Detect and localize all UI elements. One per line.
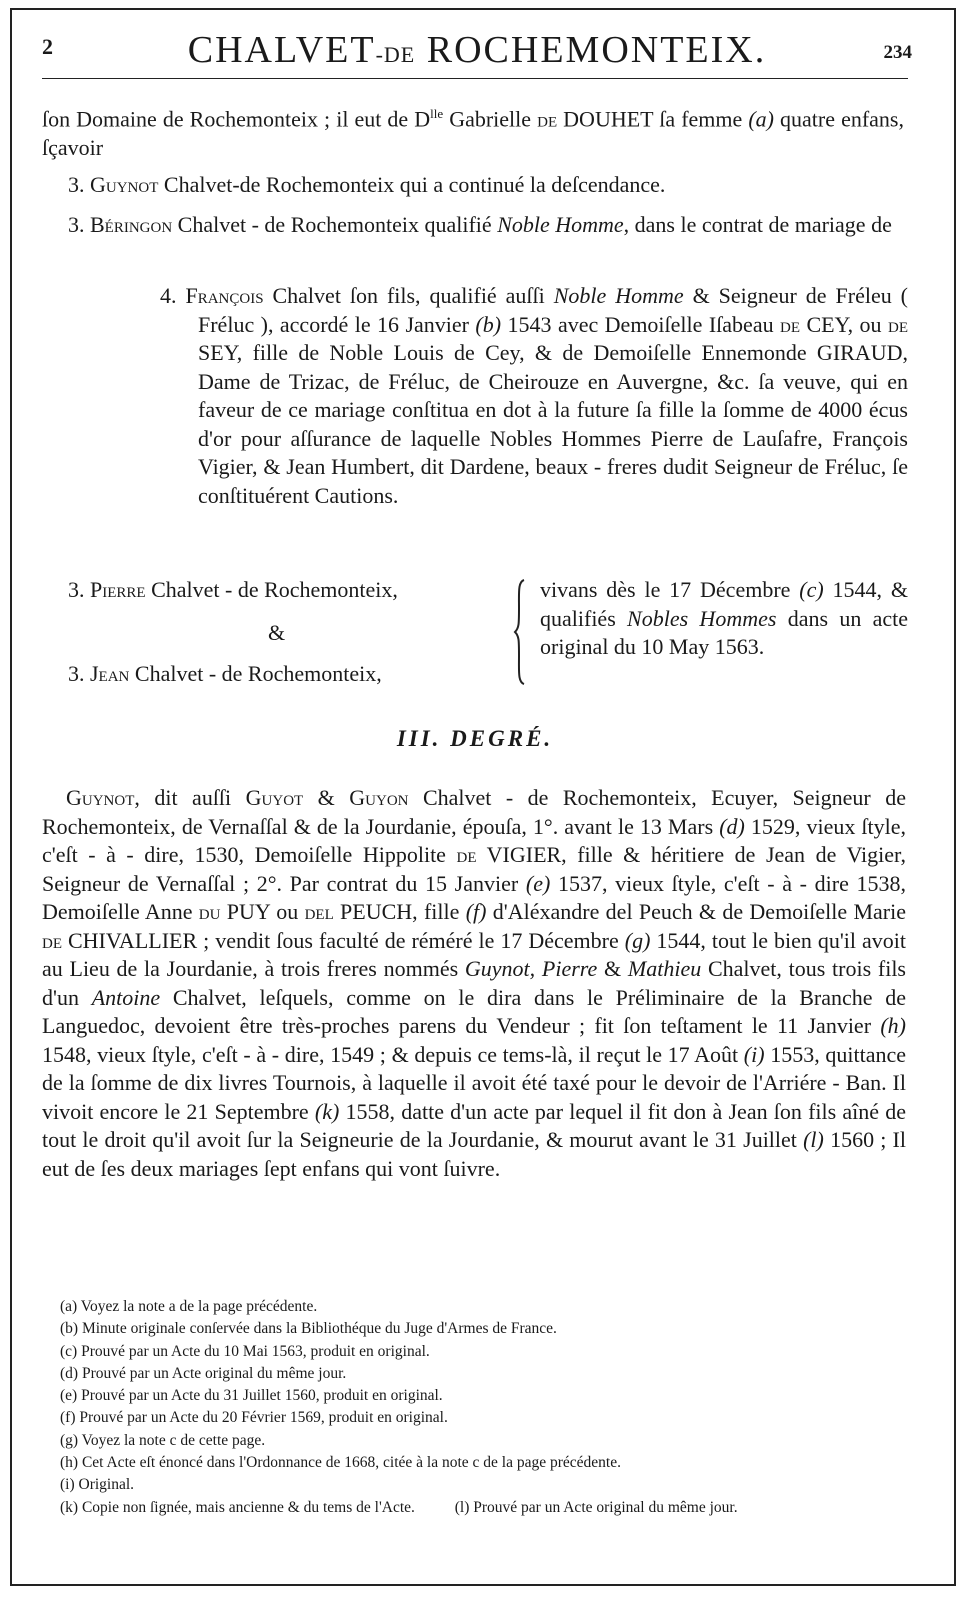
footnote-k: (k) Copie non ſignée, mais ancienne & du tems de l'Acte. bbox=[60, 1498, 415, 1516]
entry-pierre-jean-detail: vivans dès le 17 Décembre (c) 1544, & qualifiés Nobles Hommes dans un acte original du 10 May 1563. bbox=[540, 577, 909, 659]
footnote-c: (c) Prouvé par un Acte du 10 Mai 1563, produit en original. bbox=[60, 1342, 430, 1360]
page-title: CHALVET-DE ROCHEMONTEIX. bbox=[187, 29, 767, 71]
entry-guynot: 3. Guynot Chalvet-de Rochemonteix qui a continué la deſcendance. bbox=[68, 172, 666, 197]
footnote-b: (b) Minute originale conſervée dans la Bibliothéque du Juge d'Armes de France. bbox=[60, 1320, 557, 1338]
footnote-h: (h) Cet Acte eſt énoncé dans l'Ordonnance de 1668, citée à la note c de la page précédente. bbox=[60, 1454, 621, 1472]
footnote-f: (f) Prouvé par un Acte du 20 Février 1569, produit en original. bbox=[60, 1409, 448, 1427]
footnote-g: (g) Voyez la note c de cette page. bbox=[60, 1431, 266, 1449]
section-heading: III. DEGRÉ. bbox=[396, 726, 554, 751]
footnote-k-l bbox=[60, 1497, 920, 1519]
footnotes bbox=[60, 1296, 920, 1519]
page-number-right: 234 bbox=[883, 42, 912, 63]
footnote-d: (d) Prouvé par un Acte original du même jour. bbox=[60, 1364, 347, 1382]
entry-francois: 4. François Chalvet ſon fils, qualifié auſſi Noble Homme & Seigneur de Fréleu ( Fréluc ), accordé le 16 Janvier (b) 1543 avec Demoiſelle Iſabeau de CEY, ou de SEY, fille de Noble Louis de Cey, & de Demoiſelle Ennemonde GIRAUD, Dame de Trizac, de Fréluc, de Cheirouze en Auvergne, &c. ſa veuve, qui en faveur de ce mariage conſtitua en dot à la future ſa fille la ſomme de 4000 écus d'or pour aſſurance de laquelle Nobles Hommes Pierre de Lauſafre, François Vigier, & Jean Humbert, dit Dardene, beaux - freres dudit Seigneur de Fréluc, ſe conſtituérent Cautions. bbox=[160, 283, 909, 508]
running-header bbox=[42, 28, 912, 72]
brace-symbol bbox=[513, 578, 527, 686]
footnote-i: (i) Original. bbox=[60, 1476, 135, 1494]
ampersand: & bbox=[268, 620, 286, 645]
footnote-e: (e) Prouvé par un Acte du 31 Juillet 1560, produit en original. bbox=[60, 1387, 443, 1405]
page-number-left: 2 bbox=[42, 34, 53, 59]
header-rule bbox=[42, 78, 908, 79]
entry-pierre: 3. Pierre Chalvet - de Rochemonteix, bbox=[68, 577, 398, 602]
footnote-l: (l) Prouvé par un Acte original du même jour. bbox=[454, 1498, 738, 1516]
footnote-a: (a) Voyez la note a de la page précédente. bbox=[60, 1298, 318, 1315]
paragraph-degre-iii: Guynot, dit auſſi Guyot & Guyon Chalvet - de Rochemonteix, Ecuyer, Seigneur de Rochemonteix, de Vernaſſal & de la Jourdanie, épouſa, 1°. avant le 13 Mars (d) 1529, vieux ſtyle, c'eſt - à - dire, 1530, Demoiſelle Hippolite de VIGIER, fille & héritiere de Jean de Vigier, Seigneur de Vernaſſal ; 2°. Par contrat du 15 Janvier (e) 1537, vieux ſtyle, c'eſt - à - dire 1538, Demoiſelle Anne du PUY ou del PEUCH, fille (f) d'Aléxandre del Peuch & de Demoiſelle Marie de CHIVALLIER ; vendit ſous faculté de réméré le 17 Décembre (g) 1544, tout le bien qu'il avoit au Lieu de la Jourdanie, à trois freres nommés Guynot, Pierre & Mathieu Chalvet, tous trois fils d'un Antoine Chalvet, leſquels, comme on le dira dans le Préliminaire de la Branche de Languedoc, devoient être très-proches parens du Vendeur ; fit ſon teſtament le 11 Janvier (h) 1548, vieux ſtyle, c'eſt - à - dire, 1549 ; & depuis ce tems-là, il reçut le 17 Août (i) 1553, quittance de la ſomme de dix livres Tournois, à laquelle il avoit été taxé pour le devoir de l'Arriére - Ban. Il vivoit encore le 21 Septembre (k) 1558, datte d'un acte par lequel il fit don à Jean ſon fils aîné de tout le droit qu'il avoit ſur la Seigneurie de la Jourdanie, & mourut avant le 31 Juillet (l) 1560 ; Il eut de ſes deux mariages ſept enfans qui vont ſuivre. bbox=[42, 785, 907, 1181]
entry-jean: 3. Jean Chalvet - de Rochemonteix, bbox=[68, 661, 382, 686]
paragraph-intro: ſon Domaine de Rochemonteix ; il eut de $D^{lle}$ Gabrielle de DOUHET ſa femme (a) quatre enfans, ſçavoir bbox=[42, 106, 904, 160]
entry-beringon: 3. Béringon Chalvet - de Rochemonteix qualifié Noble Homme, dans le contrat de mariage de bbox=[68, 212, 892, 237]
